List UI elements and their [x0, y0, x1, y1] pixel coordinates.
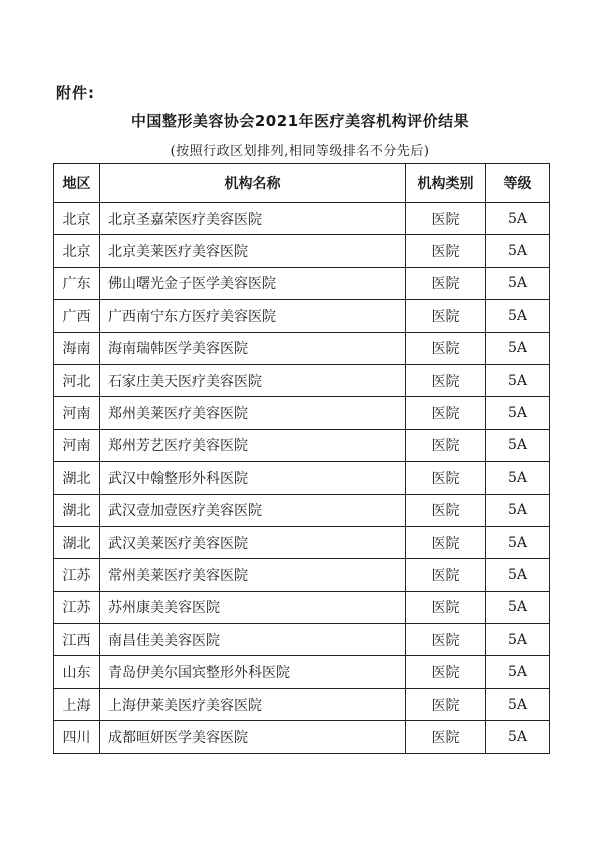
institution-name-cell: 郑州芳艺医疗美容医院 [100, 429, 406, 461]
grade-cell: 5A [486, 688, 550, 720]
table-row [54, 332, 550, 364]
institution-name-cell: 武汉中翰整形外科医院 [100, 462, 406, 494]
institution-type-cell: 医院 [406, 656, 486, 688]
institution-name-cell: 广西南宁东方医疗美容医院 [100, 300, 406, 332]
institution-name-cell: 上海伊莱美医疗美容医院 [100, 688, 406, 720]
region-cell: 江西 [54, 624, 100, 656]
institution-type-cell: 医院 [406, 526, 486, 558]
grade-cell: 5A [486, 235, 550, 267]
region-cell: 上海 [54, 688, 100, 720]
institution-type-cell: 医院 [406, 624, 486, 656]
institution-name-cell: 武汉美莱医疗美容医院 [100, 526, 406, 558]
region-cell: 北京 [54, 203, 100, 235]
grade-cell: 5A [486, 559, 550, 591]
header-region: 地区 [54, 164, 100, 203]
institution-type-cell: 医院 [406, 203, 486, 235]
institution-name-cell: 海南瑞韩医学美容医院 [100, 332, 406, 364]
institution-type-cell: 医院 [406, 462, 486, 494]
header-institution-type: 机构类别 [406, 164, 486, 203]
table-row [54, 721, 550, 753]
institution-name-cell: 成都晅妍医学美容医院 [100, 721, 406, 753]
institution-name-cell: 常州美莱医疗美容医院 [100, 559, 406, 591]
table-row [54, 624, 550, 656]
institution-type-cell: 医院 [406, 235, 486, 267]
institution-type-cell: 医院 [406, 267, 486, 299]
institution-type-cell: 医院 [406, 364, 486, 396]
document-title: 中国整形美容协会2021年医疗美容机构评价结果 [130, 112, 470, 130]
region-cell: 四川 [54, 721, 100, 753]
institution-name-cell: 南昌佳美美容医院 [100, 624, 406, 656]
attachment-label: 附件: [56, 84, 95, 102]
table-row [54, 526, 550, 558]
table-row [54, 559, 550, 591]
grade-cell: 5A [486, 624, 550, 656]
grade-cell: 5A [486, 591, 550, 623]
institution-name-cell: 青岛伊美尔国宾整形外科医院 [100, 656, 406, 688]
grade-cell: 5A [486, 526, 550, 558]
institution-name-cell: 苏州康美美容医院 [100, 591, 406, 623]
region-cell: 河北 [54, 364, 100, 396]
grade-cell: 5A [486, 429, 550, 461]
table-row [54, 656, 550, 688]
institution-name-cell: 武汉壹加壹医疗美容医院 [100, 494, 406, 526]
grade-cell: 5A [486, 721, 550, 753]
region-cell: 湖北 [54, 462, 100, 494]
grade-cell: 5A [486, 462, 550, 494]
table-row [54, 397, 550, 429]
institution-name-cell: 石家庄美天医疗美容医院 [100, 364, 406, 396]
region-cell: 广东 [54, 267, 100, 299]
institution-type-cell: 医院 [406, 559, 486, 591]
grade-cell: 5A [486, 656, 550, 688]
grade-cell: 5A [486, 300, 550, 332]
institution-type-cell: 医院 [406, 721, 486, 753]
institution-type-cell: 医院 [406, 300, 486, 332]
institution-name-cell: 郑州美莱医疗美容医院 [100, 397, 406, 429]
grade-cell: 5A [486, 267, 550, 299]
region-cell: 湖北 [54, 526, 100, 558]
document-subtitle: (按照行政区划排列,相同等级排名不分先后) [170, 144, 430, 159]
header-grade: 等级 [486, 164, 550, 203]
evaluation-results-table [53, 163, 550, 754]
table-row [54, 462, 550, 494]
institution-type-cell: 医院 [406, 494, 486, 526]
region-cell: 山东 [54, 656, 100, 688]
region-cell: 河南 [54, 397, 100, 429]
institution-type-cell: 医院 [406, 429, 486, 461]
institution-name-cell: 北京美莱医疗美容医院 [100, 235, 406, 267]
grade-cell: 5A [486, 397, 550, 429]
grade-cell: 5A [486, 364, 550, 396]
institution-type-cell: 医院 [406, 397, 486, 429]
region-cell: 广西 [54, 300, 100, 332]
table-row [54, 267, 550, 299]
grade-cell: 5A [486, 494, 550, 526]
region-cell: 江苏 [54, 591, 100, 623]
table-row [54, 300, 550, 332]
region-cell: 海南 [54, 332, 100, 364]
region-cell: 北京 [54, 235, 100, 267]
table-row [54, 688, 550, 720]
table-row [54, 494, 550, 526]
table-row [54, 591, 550, 623]
table-row [54, 235, 550, 267]
grade-cell: 5A [486, 203, 550, 235]
header-institution-name: 机构名称 [100, 164, 406, 203]
region-cell: 江苏 [54, 559, 100, 591]
table-header-row [54, 164, 550, 203]
table-row [54, 429, 550, 461]
region-cell: 湖北 [54, 494, 100, 526]
grade-cell: 5A [486, 332, 550, 364]
institution-type-cell: 医院 [406, 332, 486, 364]
institution-name-cell: 佛山曙光金子医学美容医院 [100, 267, 406, 299]
institution-type-cell: 医院 [406, 591, 486, 623]
table-row [54, 364, 550, 396]
institution-type-cell: 医院 [406, 688, 486, 720]
region-cell: 河南 [54, 429, 100, 461]
table-row [54, 203, 550, 235]
institution-name-cell: 北京圣嘉荣医疗美容医院 [100, 203, 406, 235]
